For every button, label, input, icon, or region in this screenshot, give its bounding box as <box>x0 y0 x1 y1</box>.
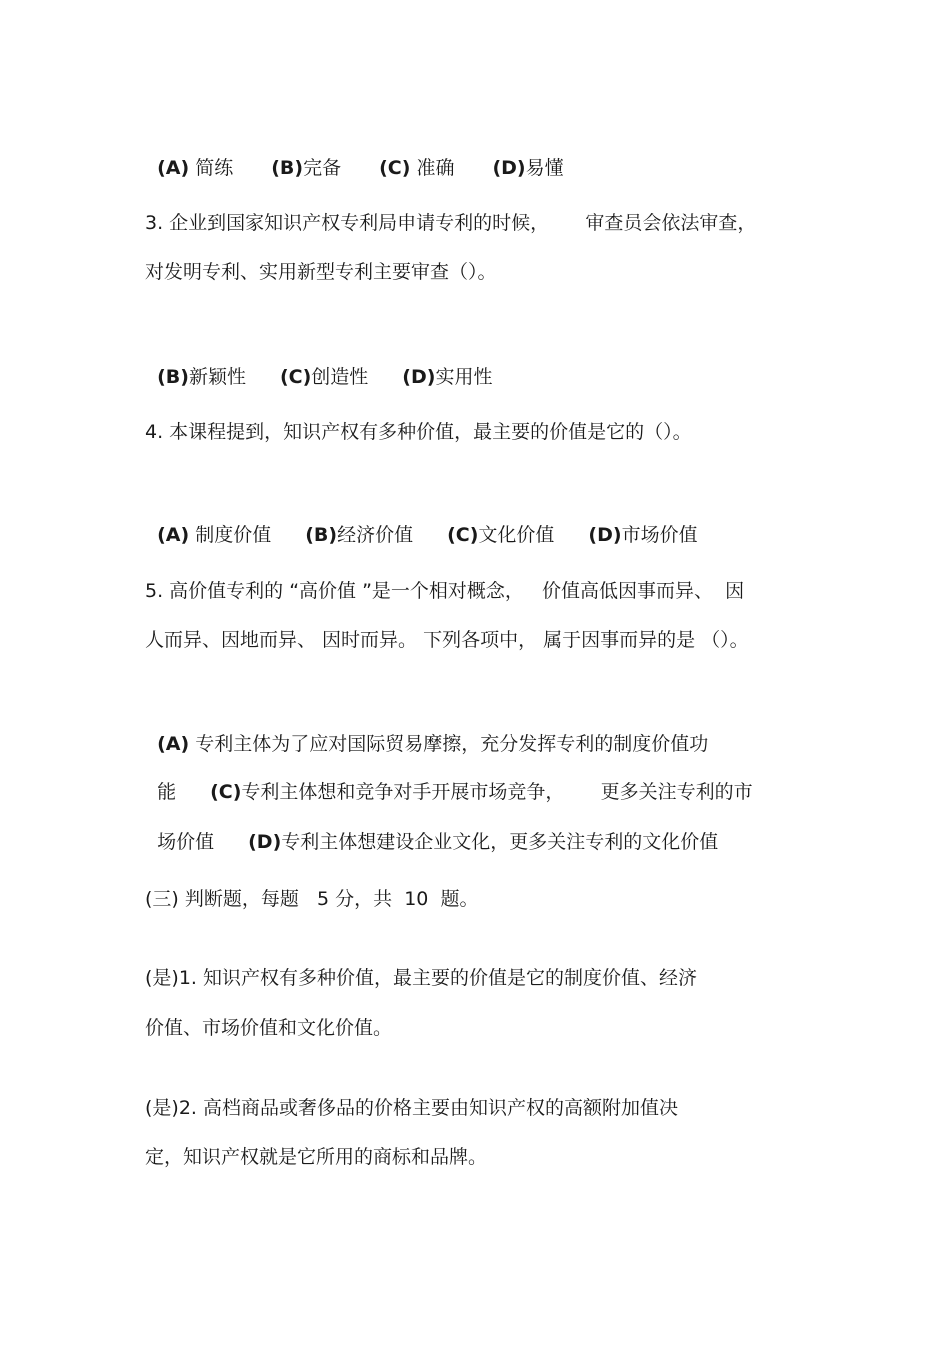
option-c-text: 专利主体想和竞争对手开展市场竞争， 更多关注专利的市 <box>241 781 753 803</box>
option-c-label: (C) <box>279 366 312 388</box>
option-a-continuation: 能 <box>157 781 177 803</box>
question-3-line-2: 对发明专利、实用新型专利主要审查（）。 <box>145 261 497 283</box>
option-c-text: 创造性 <box>311 366 369 388</box>
option-d-label: (D) <box>492 157 526 179</box>
option-d-text: 市场价值 <box>621 524 698 546</box>
option-b-text: 新颖性 <box>188 366 246 388</box>
option-d-label: (D) <box>248 831 282 853</box>
option-d-text: 专利主体想建设企业文化，更多关注专利的文化价值 <box>281 831 719 853</box>
option-a-label: (A) <box>157 157 190 179</box>
question-3-line-1: 3. 企业到国家知识产权专利局申请专利的时候， 审查员会依法审查， <box>145 212 757 234</box>
q4-options-line <box>145 499 698 547</box>
option-a-label: (A) <box>157 524 190 546</box>
judge-1-line-1: (是)1. 知识产权有多种价值，最主要的价值是它的制度价值、经济 <box>145 967 697 989</box>
option-d-label: (D) <box>402 366 436 388</box>
option-c-label: (C) <box>447 524 479 546</box>
judge-2-line-2: 定，知识产权就是它所用的商标和品牌。 <box>145 1146 488 1168</box>
option-b-label: (B) <box>157 366 189 388</box>
section-3-heading: (三) 判断题，每题 5 分，共 10 题。 <box>145 888 479 910</box>
question-5-line-1: 5. 高价值专利的 “高价值 ”是一个相对概念， 价值高低因事而异、 因 <box>145 580 745 602</box>
option-c-label: (C) <box>210 781 242 803</box>
option-a-label: (A) <box>157 733 190 755</box>
q2-options-line <box>145 132 564 180</box>
q5-option-a-line <box>145 708 708 756</box>
option-c-text: 文化价值 <box>478 524 555 546</box>
option-b-text: 经济价值 <box>337 524 414 546</box>
option-a-text: 简练 <box>189 157 234 179</box>
question-5-line-2: 人而异、因地而异、 因时而异。 下列各项中， 属于因事而异的是 （）。 <box>145 629 749 651</box>
option-d-label: (D) <box>588 524 622 546</box>
option-c-continuation: 场价值 <box>157 831 215 853</box>
judge-1-line-2: 价值、市场价值和文化价值。 <box>145 1017 393 1039</box>
q5-option-d-line <box>145 806 718 854</box>
option-a-text: 制度价值 <box>189 524 272 546</box>
q5-option-c-line <box>145 756 753 804</box>
option-b-text: 完备 <box>303 157 342 179</box>
option-c-label: (C) <box>379 157 411 179</box>
option-d-text: 实用性 <box>435 366 493 388</box>
option-c-text: 准确 <box>410 157 455 179</box>
judge-2-line-1: (是)2. 高档商品或奢侈品的价格主要由知识产权的高额附加值决 <box>145 1097 678 1119</box>
option-b-label: (B) <box>271 157 304 179</box>
option-b-label: (B) <box>305 524 338 546</box>
question-4-line-1: 4. 本课程提到，知识产权有多种价值，最主要的价值是它的（）。 <box>145 421 692 443</box>
option-a-text: 专利主体为了应对国际贸易摩擦，充分发挥专利的制度价值功 <box>189 733 709 755</box>
q3-options-line <box>145 341 492 389</box>
option-d-text: 易懂 <box>525 157 564 179</box>
